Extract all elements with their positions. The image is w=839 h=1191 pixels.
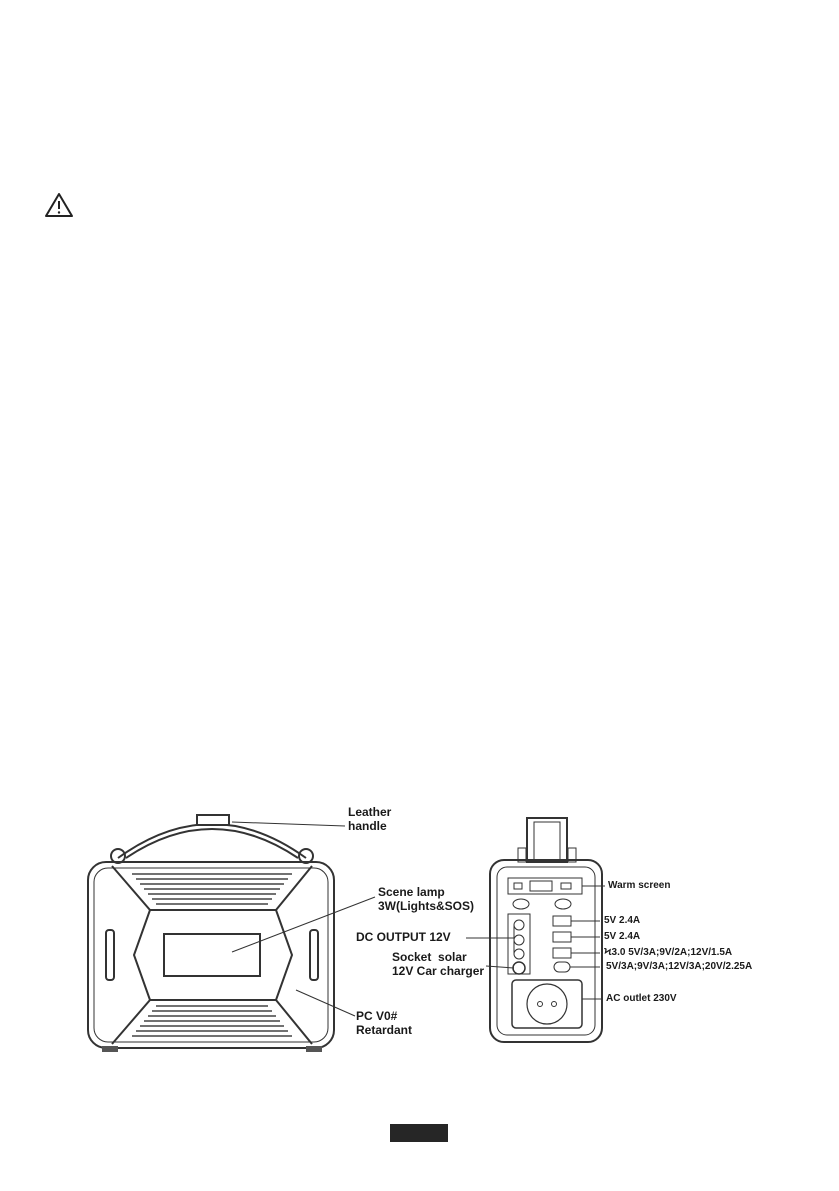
- ac-outlet-label: AC outlet 230V: [606, 993, 677, 1004]
- usb1-label: 5V 2.4A: [604, 915, 641, 926]
- power-station-body: [88, 862, 334, 1048]
- bottom-grille: [132, 1006, 292, 1036]
- leather-handle-shape: [111, 815, 313, 863]
- qc-label: Ϟ3.0 5V/3A;9V/2A;12V/1.5A: [604, 947, 733, 958]
- typec-label: 5V/3A;9V/3A;12V/3A;20V/2.25A: [606, 961, 753, 972]
- top-grille: [132, 874, 292, 904]
- page-number-box: [390, 1124, 448, 1142]
- scene-lamp-label: Scene lamp 3W(Lights&SOS): [378, 885, 474, 913]
- usb2-label: 5V 2.4A: [604, 931, 641, 942]
- warm-screen-label: Warm screen: [608, 880, 671, 891]
- dc-output-label: DC OUTPUT 12V: [356, 930, 451, 944]
- socket-solar-label: Socket solar 12V Car charger: [392, 950, 485, 978]
- side-panel-device: [490, 818, 602, 1042]
- pc-v0-label: PC V0# Retardant: [356, 1009, 413, 1037]
- leather-handle-label: Leather handle: [348, 805, 392, 833]
- scene-lamp-panel: [164, 934, 260, 976]
